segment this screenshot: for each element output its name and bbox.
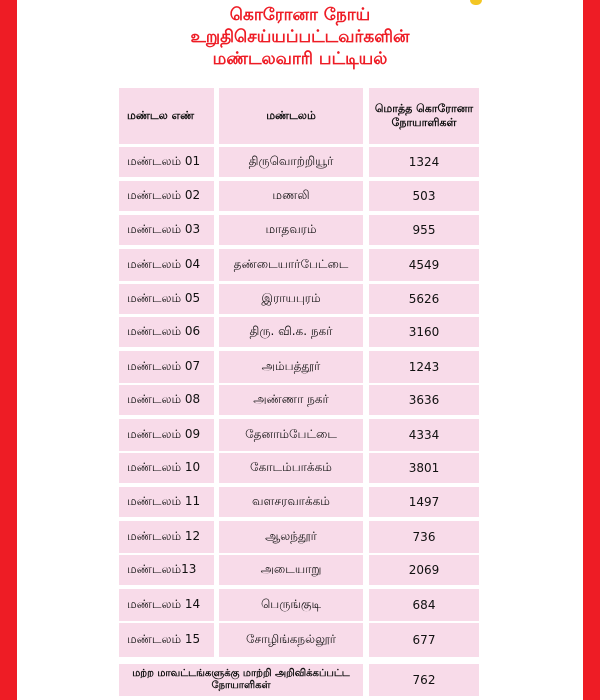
table-row	[119, 215, 479, 245]
page-title	[0, 4, 600, 70]
zone-name-cell: ஆலந்தூர்	[219, 521, 363, 553]
zone-number-cell: மண்டலம் 11	[119, 487, 214, 517]
zone-number-cell: மண்டலம் 14	[119, 589, 214, 621]
zone-number-cell: மண்டலம் 10	[119, 453, 214, 483]
zone-name-cell: இராயபுரம்	[219, 284, 363, 314]
other-districts-count: 762	[369, 664, 479, 696]
zone-number-cell: மண்டலம் 03	[119, 215, 214, 245]
zone-name-cell: சோழிங்கநல்லூர்	[219, 623, 363, 657]
left-red-border	[0, 0, 17, 700]
case-count-cell: 677	[369, 623, 479, 657]
case-count-cell: 3636	[369, 385, 479, 415]
table-header	[119, 88, 479, 144]
title-line-1: கொரோனா நோய்	[229, 5, 371, 25]
case-count-cell: 5626	[369, 284, 479, 314]
table-row	[119, 521, 479, 553]
table-row	[119, 487, 479, 517]
case-count-cell: 1497	[369, 487, 479, 517]
zone-number-cell: மண்டலம் 15	[119, 623, 214, 657]
right-red-border	[583, 0, 600, 700]
zone-name-cell: வளசரவாக்கம்	[219, 487, 363, 517]
title-line-3: மண்டலவாரி பட்டியல்	[212, 49, 388, 69]
zone-table	[119, 88, 479, 691]
header-total: மொத்த கொரோனா நோயாளிகள்	[369, 88, 479, 144]
case-count-cell: 4549	[369, 249, 479, 281]
table-row	[119, 317, 479, 347]
table-row	[119, 284, 479, 314]
zone-number-cell: மண்டலம் 07	[119, 351, 214, 383]
zone-name-cell: திருவொற்றியூர்	[219, 147, 363, 177]
zone-name-cell: மாதவரம்	[219, 215, 363, 245]
zone-name-cell: கோடம்பாக்கம்	[219, 453, 363, 483]
case-count-cell: 1324	[369, 147, 479, 177]
case-count-cell: 684	[369, 589, 479, 621]
zone-number-cell: மண்டலம் 12	[119, 521, 214, 553]
table-row	[119, 385, 479, 415]
zone-number-cell: மண்டலம் 04	[119, 249, 214, 281]
other-districts-row	[119, 664, 479, 696]
header-zone-no: மண்டல எண்	[119, 88, 214, 144]
other-districts-label: மற்ற மாவட்டங்களுக்கு மாற்றி அறிவிக்கப்பட்ட நோயாளிகள்	[119, 664, 363, 696]
zone-number-cell: மண்டலம் 05	[119, 284, 214, 314]
zone-number-cell: மண்டலம்13	[119, 555, 214, 585]
table-row	[119, 453, 479, 483]
case-count-cell: 3801	[369, 453, 479, 483]
header-zone: மண்டலம்	[219, 88, 363, 144]
case-count-cell: 2069	[369, 555, 479, 585]
zone-number-cell: மண்டலம் 09	[119, 419, 214, 451]
zone-name-cell: அம்பத்தூர்	[219, 351, 363, 383]
zone-name-cell: மணலி	[219, 181, 363, 211]
table-row	[119, 419, 479, 451]
zone-name-cell: அண்ணா நகர்	[219, 385, 363, 415]
zone-name-cell: தண்டையார்பேட்டை	[219, 249, 363, 281]
zone-name-cell: அடையாறு	[219, 555, 363, 585]
title-line-2: உறுதிசெய்யப்பட்டவர்களின்	[190, 27, 410, 47]
case-count-cell: 955	[369, 215, 479, 245]
case-count-cell: 503	[369, 181, 479, 211]
zone-name-cell: திரு. வி.க. நகர்	[219, 317, 363, 347]
zone-name-cell: தேனாம்பேட்டை	[219, 419, 363, 451]
table-row	[119, 249, 479, 281]
zone-number-cell: மண்டலம் 06	[119, 317, 214, 347]
zone-number-cell: மண்டலம் 08	[119, 385, 214, 415]
table-row	[119, 351, 479, 383]
case-count-cell: 736	[369, 521, 479, 553]
case-count-cell: 1243	[369, 351, 479, 383]
table-row	[119, 589, 479, 621]
table-row	[119, 623, 479, 657]
table-row	[119, 555, 479, 585]
zone-name-cell: பெருங்குடி	[219, 589, 363, 621]
zone-number-cell: மண்டலம் 01	[119, 147, 214, 177]
case-count-cell: 3160	[369, 317, 479, 347]
table-row	[119, 147, 479, 177]
zone-number-cell: மண்டலம் 02	[119, 181, 214, 211]
case-count-cell: 4334	[369, 419, 479, 451]
table-row	[119, 181, 479, 211]
